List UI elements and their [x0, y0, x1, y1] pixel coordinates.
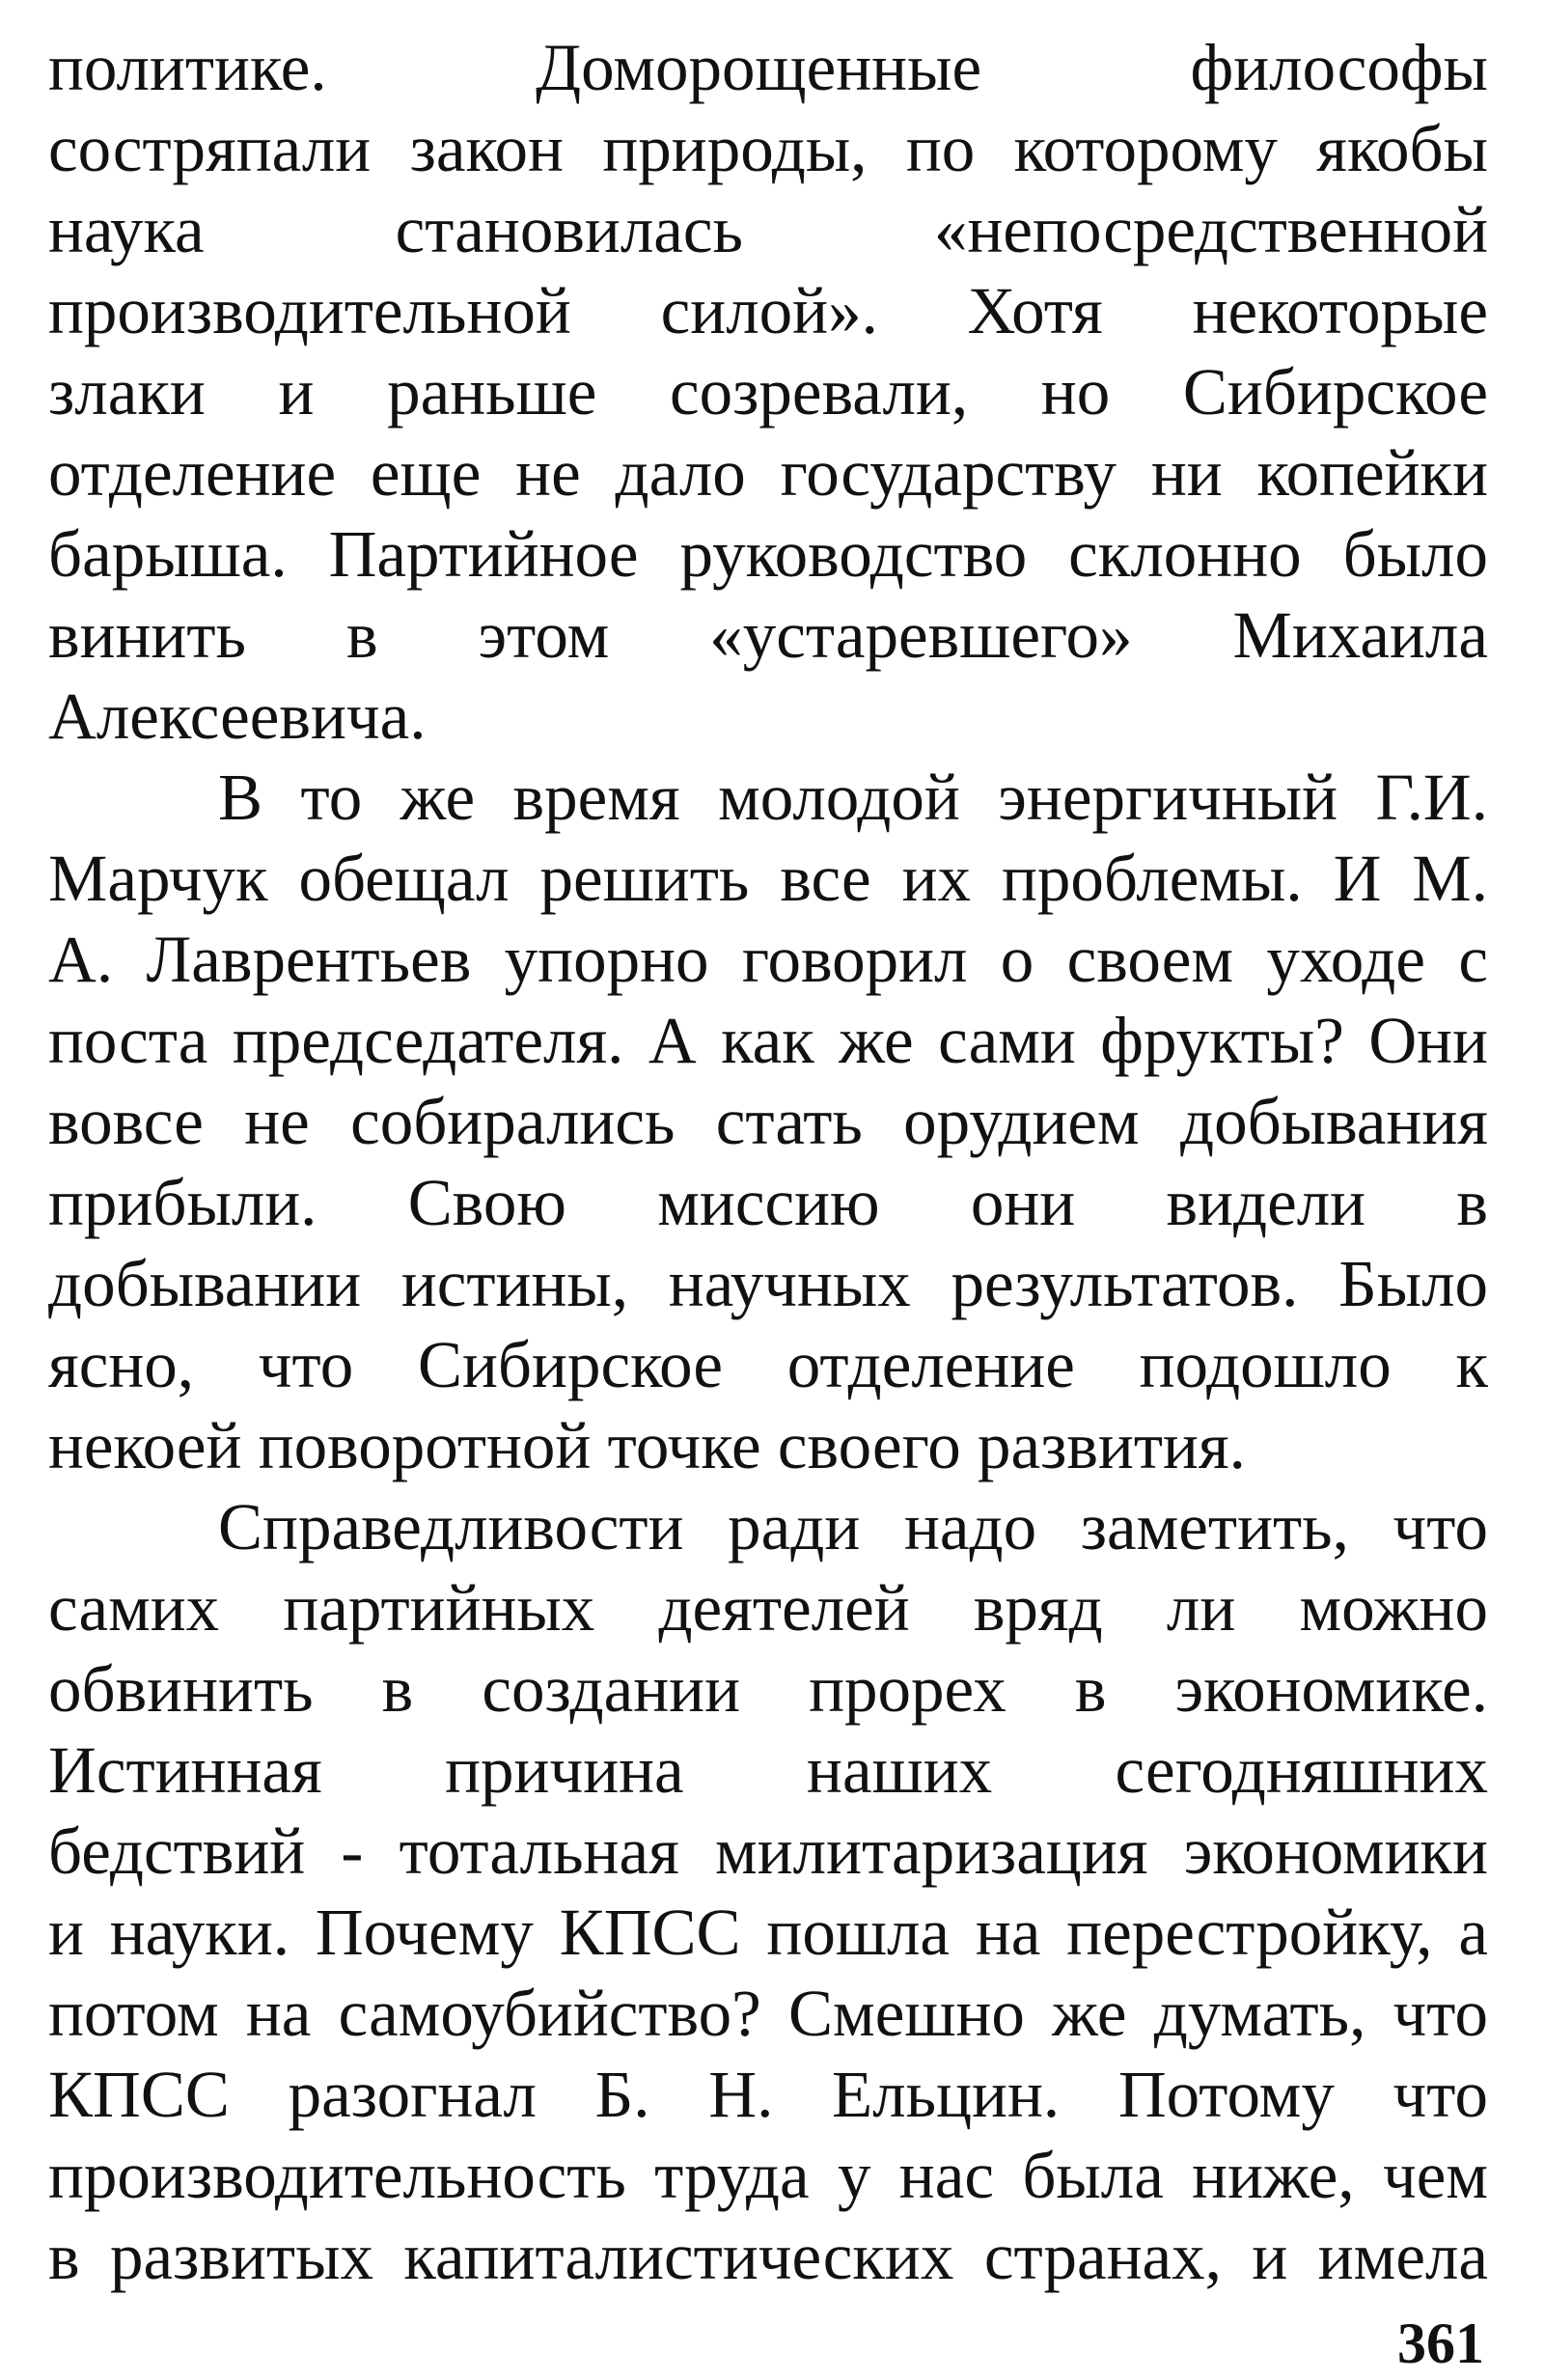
text-line: вовсе не собирались стать орудием добывания — [48, 1085, 1488, 1158]
text-line: отделение еще не дало государству ни копейки — [48, 436, 1488, 510]
text-line: добывании истины, научных результатов. Было — [48, 1247, 1488, 1320]
paragraph-first-line: Справедливости ради надо заметить, что — [218, 1490, 1488, 1564]
text-line: Алексеевича. — [48, 679, 427, 753]
text-line: самих партийных деятелей вряд ли можно — [48, 1571, 1488, 1645]
text-line: производительность труда у нас была ниже, чем — [48, 2139, 1488, 2212]
text-line: политике. Доморощенные философы — [48, 31, 1488, 104]
text-line: прибыли. Свою миссию они видели в — [48, 1166, 1488, 1239]
text-line: винить в этом «устаревшего» Михаила — [48, 598, 1488, 672]
text-line: производительной силой». Хотя некоторые — [48, 274, 1488, 347]
text-line: Истинная причина наших сегодняшних — [48, 1733, 1488, 1807]
text-line: наука становилась «непосредственной — [48, 193, 1488, 266]
text-line: бедствий - тотальная милитаризация экономики — [48, 1814, 1488, 1888]
text-line: в развитых капиталистических странах, и имела — [48, 2220, 1488, 2293]
text-line: барыша. Партийное руководство склонно было — [48, 517, 1488, 591]
text-line: А. Лаврентьев упорно говорил о своем уходе с — [48, 923, 1488, 996]
text-line: состряпали закон природы, по которому якобы — [48, 112, 1488, 185]
page-number: 361 — [1397, 2311, 1484, 2375]
paragraph-first-line: В то же время молодой энергичный Г.И. — [218, 761, 1488, 834]
text-line: потом на самоубийство? Смешно же думать, что — [48, 1977, 1488, 2050]
text-line: злаки и раньше созревали, но Сибирское — [48, 355, 1488, 429]
text-line: некоей поворотной точке своего развития. — [48, 1409, 1246, 1482]
text-line: поста председателя. А как же сами фрукты? Они — [48, 1004, 1488, 1077]
text-line: Марчук обещал решить все их проблемы. И М. — [48, 842, 1488, 915]
document-page — [48, 27, 1488, 2375]
text-line: и науки. Почему КПСС пошла на перестройку, а — [48, 1896, 1488, 1969]
text-line: обвинить в создании прорех в экономике. — [48, 1652, 1488, 1726]
text-line: КПСС разогнал Б. Н. Ельцин. Потому что — [48, 2058, 1488, 2131]
text-line: ясно, что Сибирское отделение подошло к — [48, 1328, 1488, 1401]
